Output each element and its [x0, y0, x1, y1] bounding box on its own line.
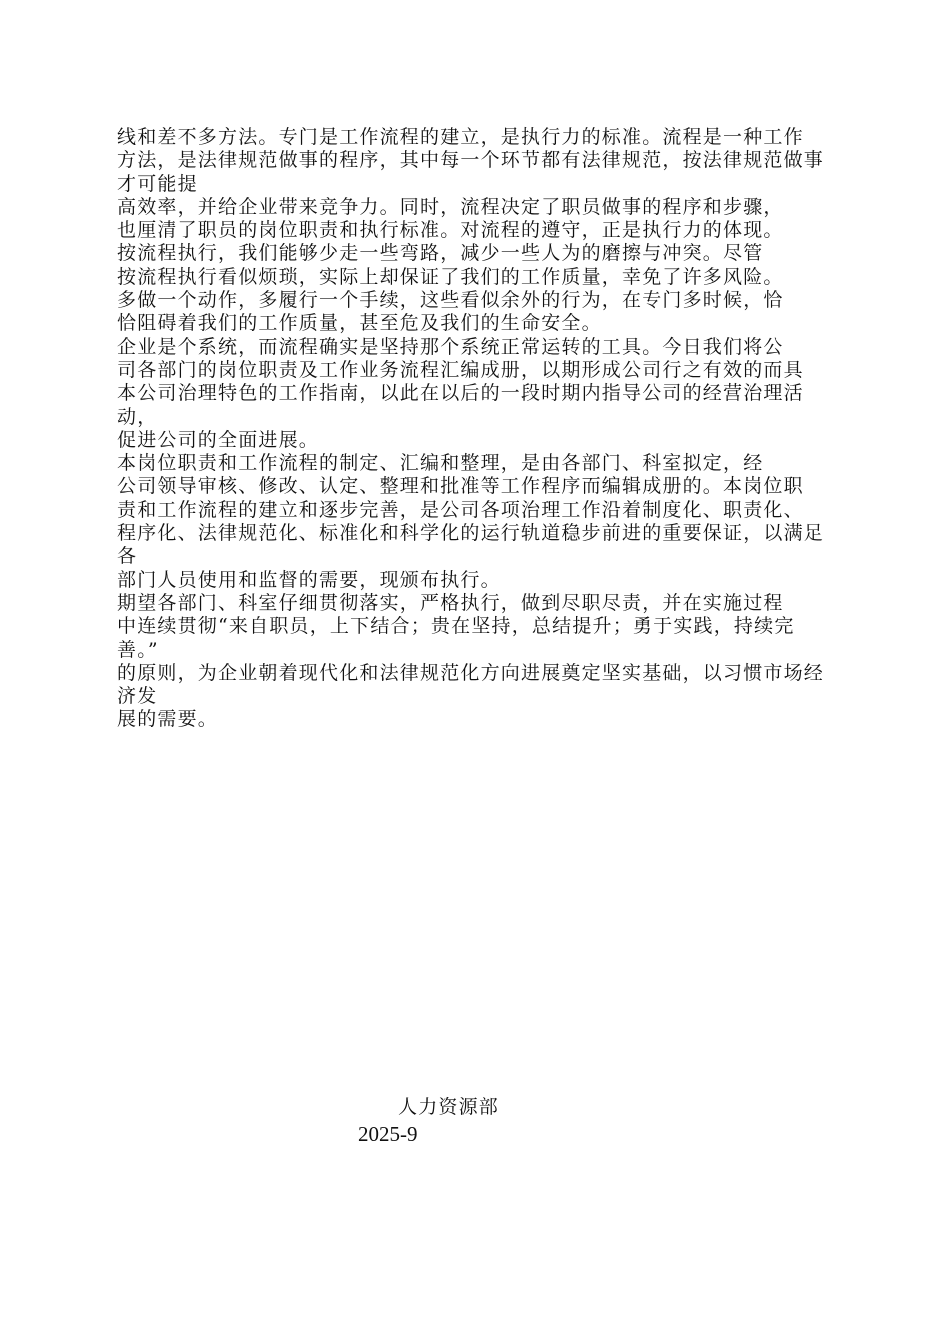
paragraph-line: 高效率，并给企业带来竞争力。同时，流程决定了职员做事的程序和步骤， [117, 195, 784, 218]
paragraph-line: 期望各部门、科室仔细贯彻落实，严格执行，做到尽职尽责，并在实施过程 [117, 591, 784, 614]
paragraph-line: 本公司治理特色的工作指南，以此在以后的一段时期内指导公司的经营治理活动， [117, 382, 804, 428]
paragraph-line: 方法，是法律规范做事的程序，其中每一个环节都有法律规范，按法律规范做事才可能提 [117, 149, 825, 195]
paragraph-line: 按流程执行，我们能够少走一些弯路，减少一些人为的磨擦与冲突。尽管 [117, 242, 764, 265]
paragraph-line: 公司领导审核、修改、认定、整理和批准等工作程序而编辑成册的。本岗位职 [117, 475, 804, 498]
paragraph-line: 也厘清了职员的岗位职责和执行标准。对流程的遵守，正是执行力的体现。 [117, 219, 784, 242]
paragraph-line: 司各部门的岗位职责及工作业务流程汇编成册，以期形成公司行之有效的而具 [117, 358, 804, 381]
paragraph-line: 责和工作流程的建立和逐步完善，是公司各项治理工作沿着制度化、职责化、 [117, 498, 804, 521]
paragraph-line: 促进公司的全面进展。 [117, 428, 320, 451]
paragraph-line: 线和差不多方法。专门是工作流程的建立，是执行力的标准。流程是一种工作 [117, 126, 804, 148]
paragraph-line: 程序化、法律规范化、标准化和科学化的运行轨道稳步前进的重要保证，以满足各 [117, 522, 825, 568]
document-body [117, 126, 825, 732]
paragraph-line: 按流程执行看似烦琐，实际上却保证了我们的工作质量，幸免了许多风险。 [117, 265, 784, 288]
paragraph-line: 企业是个系统，而流程确实是坚持那个系统正常运转的工具。今日我们将公 [117, 335, 784, 358]
signature-date: 2025-9 [358, 1122, 418, 1146]
paragraph-line: 展的需要。 [117, 708, 219, 731]
paragraph-line: 多做一个动作，多履行一个手续，这些看似余外的行为，在专门多时候，恰 [117, 289, 784, 312]
paragraph-line: 本岗位职责和工作流程的制定、汇编和整理，是由各部门、科室拟定，经 [117, 452, 764, 475]
paragraph-line: 中连续贯彻“来自职员，上下结合；贵在坚持，总结提升；勇于实践，持续完善。” [117, 615, 795, 661]
paragraph-line: 部门人员使用和监督的需要，现颁布执行。 [117, 568, 501, 591]
paragraph-line: 的原则，为企业朝着现代化和法律规范化方向进展奠定坚实基础，以习惯市场经济发 [117, 661, 825, 708]
signature-department: 人力资源部 [398, 1096, 500, 1118]
paragraph-line: 恰阻碍着我们的工作质量，甚至危及我们的生命安全。 [117, 312, 602, 335]
